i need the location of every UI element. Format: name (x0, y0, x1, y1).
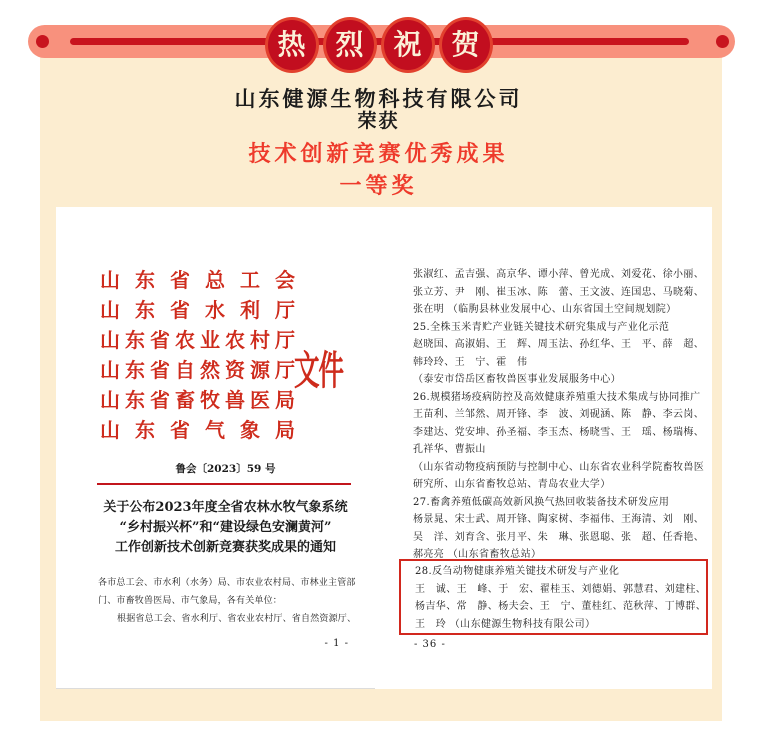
banner-badges (265, 17, 493, 73)
award-list-line: 27.畜禽养殖低碳高效新风换气热回收装备技术研发应用 (413, 496, 670, 508)
letterhead-org-line: 山东省畜牧兽医局 (100, 388, 300, 412)
highlight-box-item-28 (399, 559, 708, 635)
award-list-line: 李建达、党安坤、孙圣福、李玉杰、杨晓雪、王 瑶、杨瑞梅、 (413, 426, 705, 438)
award-list-line: 杨景晁、宋士武、周开锋、陶家树、李福伟、王海清、刘 刚、 (413, 514, 705, 525)
letterhead-org-list (100, 265, 310, 445)
banner-badge-2: 烈 (323, 17, 377, 73)
award-list-line: 孔祥华、曹振山 (413, 444, 486, 455)
award-list-line: 张在明 （临朐县林业发展中心、山东省国土空间规划院） (413, 304, 677, 315)
letterhead-org-line: 山东省水利厅 (100, 298, 310, 322)
awarded-label: 荣获 (357, 110, 400, 132)
document-title-line: 工作创新技术创新竞赛获奖成果的通知 (114, 540, 336, 555)
banner-badge-4: 贺 (439, 17, 493, 73)
award-list-line: （山东省动物疫病预防与控制中心、山东省农业科学院畜牧兽医 (413, 461, 705, 473)
award-list-line: 研究所、山东省畜牧总站、青岛农业大学） (413, 479, 611, 490)
highlight-box-line: 王 诚、王 峰、于 宏、翟桂玉、刘德娟、郭慧君、刘建柱、 (415, 583, 707, 595)
document-body (98, 574, 358, 628)
award-list-line: 张立芳、尹 刚、崔玉冰、陈 蕾、王文波、连国忠、马晓菊、 (413, 286, 705, 298)
letterhead-divider (97, 483, 351, 485)
letterhead-org-line: 山东省总工会 (100, 268, 310, 292)
letterhead-org-line: 山东省自然资源厅 (100, 358, 300, 382)
document-title-line: 关于公布2023年度全省农林水牧气象系统 (103, 500, 348, 515)
page-number-right: - 36 - (414, 639, 446, 650)
award-list-line: 韩玲玲、王 宁、霍 伟 (413, 356, 528, 368)
award-list (413, 266, 713, 564)
award-list-line: 赵晓国、高淑娟、王 辉、周玉法、孙红华、王 平、薛 超、 (413, 339, 705, 350)
document-body-line: 各市总工会、市水利（水务）局、市农业农村局、市林业主管部 (98, 578, 356, 588)
letterhead-org-line: 山东省气象局 (100, 418, 310, 442)
document-body-line: 门、市畜牧兽医局、市气象局，各有关单位： (98, 596, 283, 606)
document-title (56, 498, 395, 558)
banner-badge-3: 祝 (381, 17, 435, 73)
award-list-line: 吴 洋、刘育含、张月平、朱 琳、张恩聪、张 超、任香艳、 (413, 531, 705, 543)
document-number: 鲁会〔2023〕59 号 (175, 463, 276, 475)
ribbon-right-dot (716, 35, 729, 48)
award-name: 技术创新竞赛优秀成果 (248, 142, 509, 167)
document-body-line: 根据省总工会、省水利厅、省农业农村厅、省自然资源厅、 (117, 614, 357, 624)
company-name: 山东健源生物科技有限公司 (234, 87, 523, 111)
award-list-line: 25.全株玉米青贮产业链关键技术研究集成与产业化示范 (413, 321, 670, 333)
document-title-line: “乡村振兴杯”和“建设绿色安澜黄河” (119, 520, 332, 535)
award-list-line: （泰安市岱岳区畜牧兽医事业发展服务中心） (413, 374, 621, 385)
ribbon-left-dot (36, 35, 49, 48)
letterhead-org-line: 山东省农业农村厅 (100, 328, 300, 352)
banner-badge-1: 热 (265, 17, 319, 73)
award-rank: 一等奖 (339, 174, 418, 199)
highlight-box-line: 杨吉华、常 静、杨夫会、王 宁、董桂红、范秋萍、丁博群、 (415, 601, 707, 612)
document-page-right (375, 207, 712, 689)
award-list-line: 王苗利、兰邹然、周开锋、李 波、刘砚涵、陈 静、李云岗、 (413, 409, 705, 420)
highlight-box-line: 王 玲 （山东健源生物科技有限公司） (415, 618, 596, 630)
document-page-left (56, 207, 395, 689)
document-label: 文件 (294, 347, 343, 394)
highlight-box-line: 28.反刍动物健康养殖关键技术研发与产业化 (415, 566, 620, 577)
page-number-left: - 1 - (324, 638, 349, 649)
award-list-line: 张淑红、孟吉强、高京华、谭小萍、曾光成、刘爱花、徐小丽、 (413, 269, 705, 280)
award-list-line: 26.规模猪场疫病防控及高效健康养殖重大技术集成与协同推广 (413, 391, 701, 403)
award-list-line: 郝亮亮 （山东省畜牧总站） (413, 549, 542, 560)
